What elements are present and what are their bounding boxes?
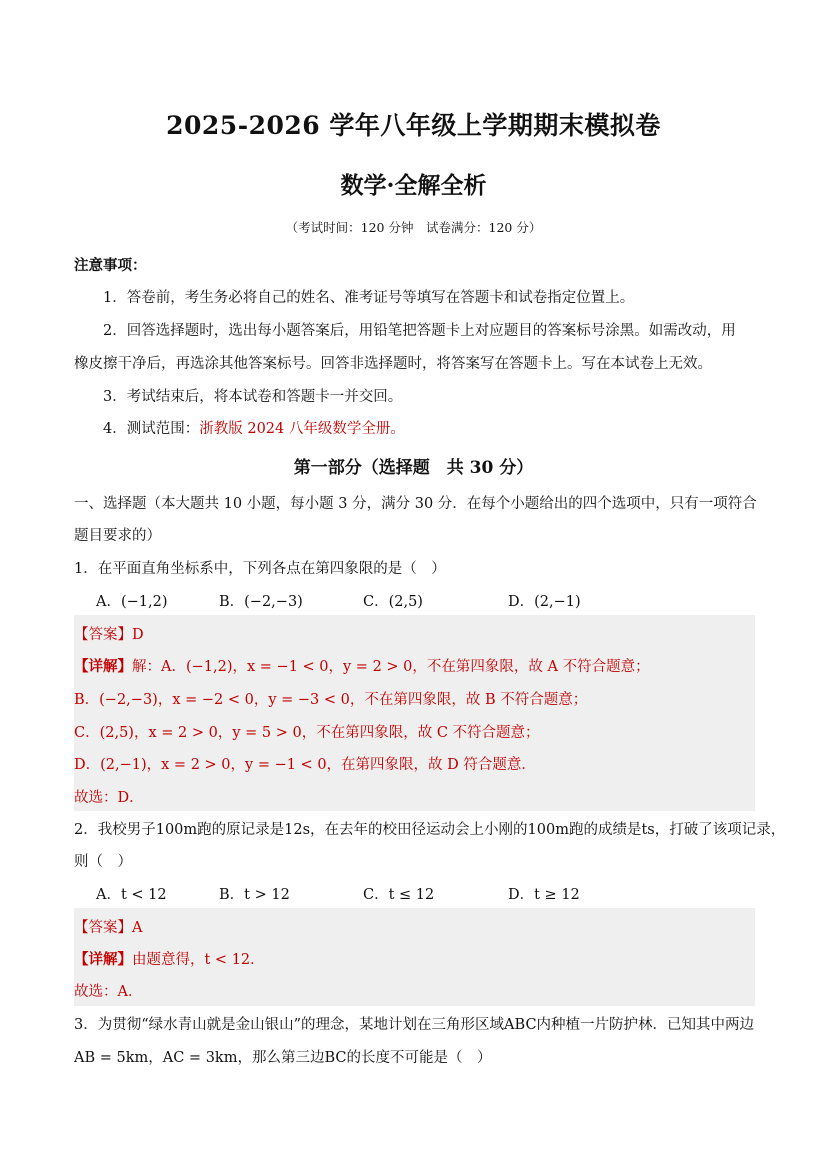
q2-stem-2: 则（ ） xyxy=(74,854,132,870)
scope-value: 浙教版 2024 八年级数学全册。 xyxy=(199,421,405,437)
q3-stem-1: 3．为贯彻“绿水青山就是金山银山”的理念，某地计划在三角形区域ABC内种植一片防护林．已知其中两边 xyxy=(74,1017,755,1033)
q1-answer-box xyxy=(74,615,755,811)
q1-choice: 故选：D． xyxy=(74,790,144,806)
q2-stem-1: 2．我校男子100m跑的原记录是12s，在去年的校田径运动会上小刚的100m跑的成绩是ts，打破了该项记录， xyxy=(74,822,786,838)
q3-stem-2: AB = 5km，AC = 3km，那么第三边BC的长度不可能是（ ） xyxy=(74,1050,492,1066)
q2-detail-text: 由题意得，t < 12． xyxy=(132,952,265,968)
q1-answer-label: 【答案】 xyxy=(74,627,132,643)
q1-detail-3: C．(2,5)，x = 2 > 0，y = 5 > 0，不在第四象限，故 C 不符合题意； xyxy=(74,725,540,741)
q2-detail xyxy=(74,948,265,969)
q2-detail-label: 【详解】 xyxy=(74,951,132,968)
q1-option-a: A．(−1,2) xyxy=(96,594,168,610)
q1-option-d: D．(2,−1) xyxy=(508,594,581,610)
q1-answer xyxy=(74,623,144,644)
q1-option-b: B．(−2,−3) xyxy=(219,594,303,610)
scope-prefix: 4．测试范围： xyxy=(103,421,200,437)
q1-detail-2: B．(−2,−3)，x = −2 < 0，y = −3 < 0，不在第四象限，故 B 不符合题意； xyxy=(74,692,588,708)
q2-option-a: A．t < 12 xyxy=(96,887,167,903)
q1-detail-1 xyxy=(74,655,650,676)
q1-stem: 1．在平面直角坐标系中，下列各点在第四象限的是（ ） xyxy=(74,561,446,577)
q1-answer-value: D xyxy=(132,627,144,643)
exam-meta: （考试时间：120 分钟 试卷满分：120 分） xyxy=(285,220,542,235)
q2-option-c: C．t ≤ 12 xyxy=(363,887,435,903)
q2-answer xyxy=(74,916,142,937)
section-title: 第一部分（选择题 共 30 分） xyxy=(293,458,534,478)
q2-option-d: D．t ≥ 12 xyxy=(508,887,580,903)
notice-item-1: 1．答卷前，考生务必将自己的姓名、准考证号等填写在答题卡和试卷指定位置上。 xyxy=(103,290,635,306)
q2-option-b: B．t > 12 xyxy=(219,887,290,903)
section-intro-1: 一、选择题（本大题共 10 小题，每小题 3 分，满分 30 分．在每个小题给出的四个选项中，只有一项符合 xyxy=(74,496,757,512)
q2-answer-label: 【答案】 xyxy=(74,920,132,936)
exam-subtitle: 数学·全解全析 xyxy=(340,172,487,199)
notice-item-2: 2．回答选择题时，选出每小题答案后，用铅笔把答题卡上对应题目的答案标号涂黑。如需改动，用 xyxy=(103,323,736,339)
q1-option-c: C．(2,5) xyxy=(363,594,423,610)
q1-detail-4: D．(2,−1)，x = 2 > 0，y = −1 < 0，在第四象限，故 D 符合题意． xyxy=(74,757,536,773)
exam-title: 2025-2026 学年八年级上学期期末模拟卷 xyxy=(166,111,661,140)
notice-item-3: 3．考试结束后，将本试卷和答题卡一并交回。 xyxy=(103,389,403,405)
q2-choice: 故选：A． xyxy=(74,984,143,1000)
section-intro-2: 题目要求的） xyxy=(74,528,161,544)
notice-item-2-cont: 橡皮擦干净后，再选涂其他答案标号。回答非选择题时，将答案写在答题卡上。写在本试卷上无效。 xyxy=(74,356,712,372)
q2-answer-value: A xyxy=(132,920,143,936)
notice-heading: 注意事项： xyxy=(74,257,147,274)
q1-detail-label: 【详解】 xyxy=(74,658,132,675)
q1-detail-text-1: 解：A．(−1,2)，x = −1 < 0，y = 2 > 0，不在第四象限，故 A 不符合题意； xyxy=(132,659,650,675)
notice-item-4 xyxy=(103,417,405,438)
